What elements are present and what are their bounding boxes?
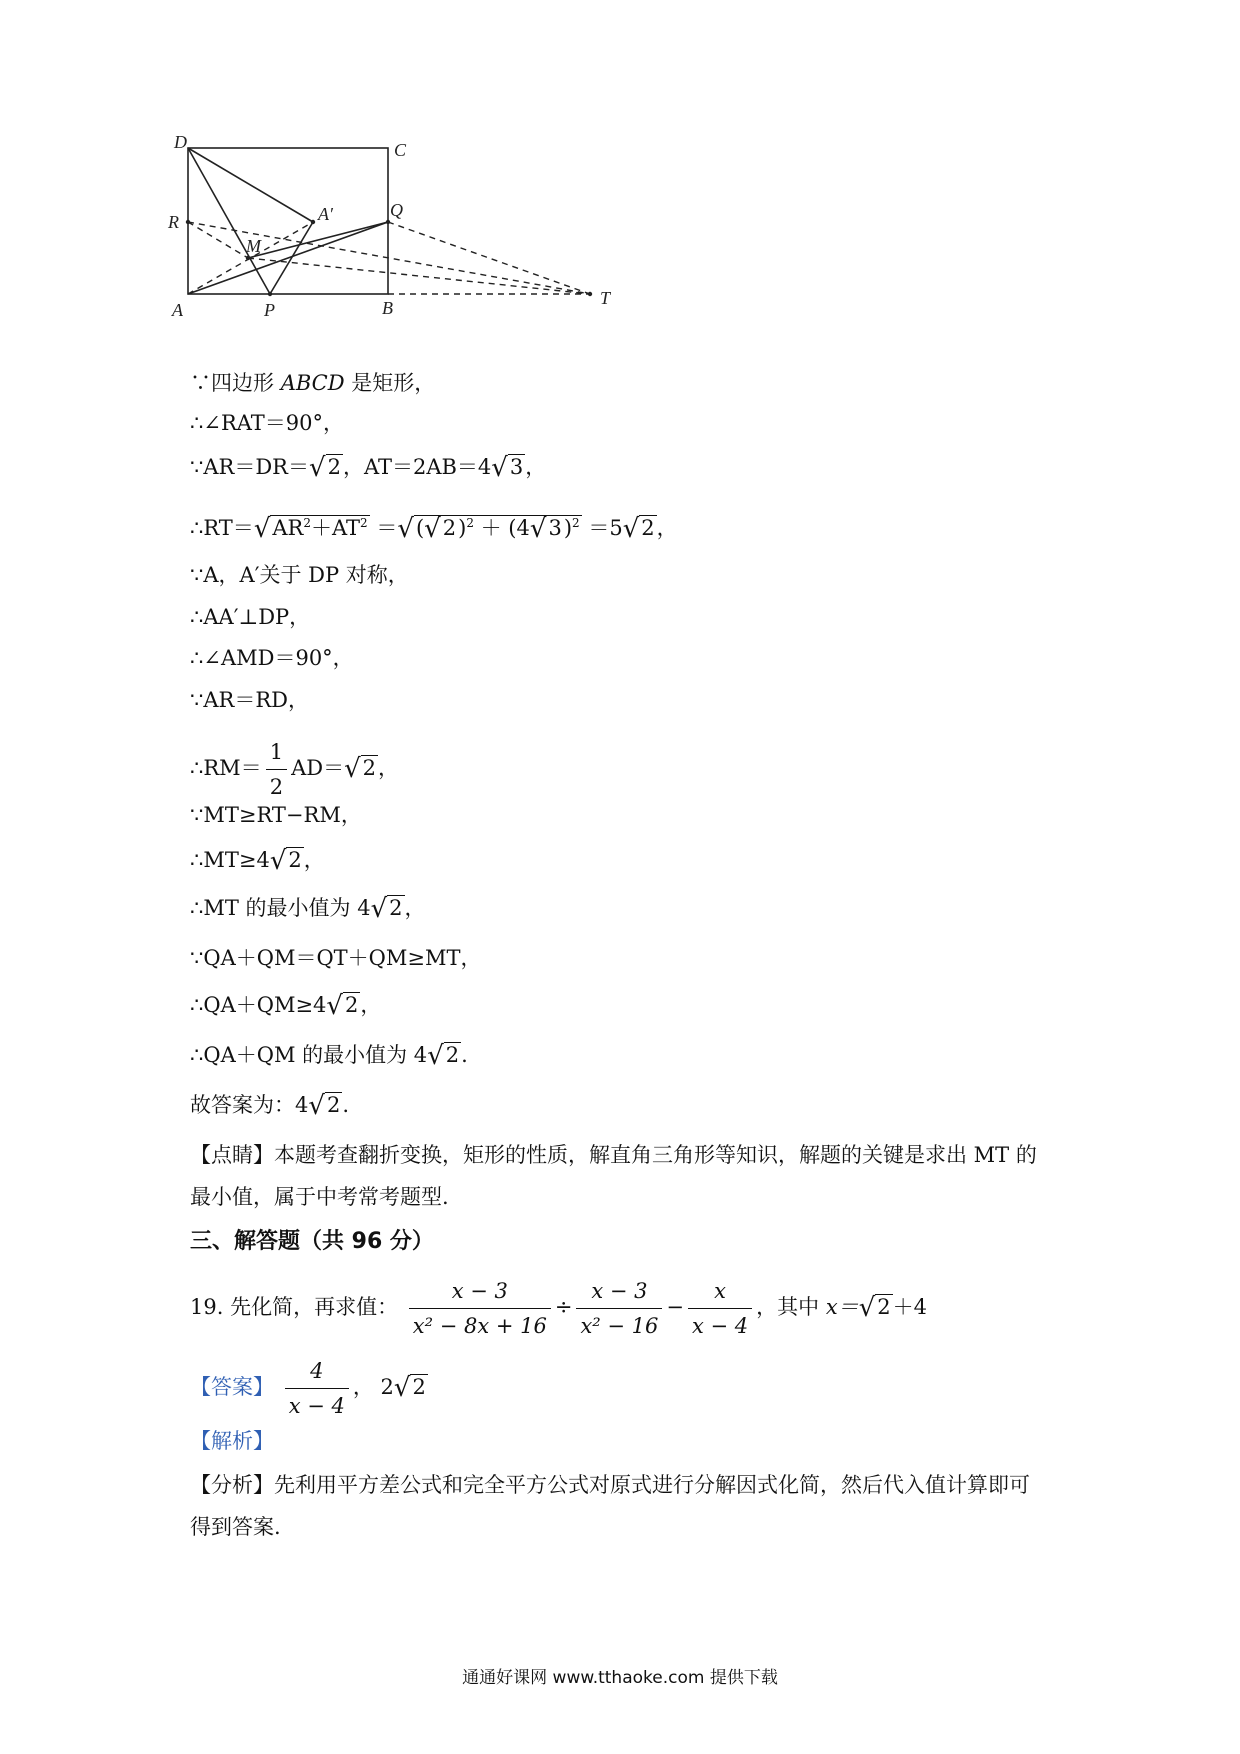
solution-line-15: ∴QA＋QM 的最小值为 4√2.: [190, 1041, 468, 1071]
label-a: A: [172, 300, 183, 320]
solution-line-9: ∴RM＝ $\frac{1}{2}$ AD＝√2，: [190, 737, 399, 802]
solution-line-3: ∵AR＝DR＝√2，AT＝2AB＝4√3，: [190, 453, 547, 483]
segment-pa-prime: [270, 222, 313, 294]
question-19: 19. 先化简，再求值： $\frac{x - 3}{\text{x² − 8x + 16}}$ ÷ $\frac{x - 3}{\text{x² − 16}}$ − $\frac{x}{x - 4}$ ，其中 x＝√2＋4: [190, 1276, 927, 1341]
label-t: T: [600, 288, 611, 308]
answer-line: 【答案】 $\frac{4}{x - 4}$ ， 2√2: [190, 1356, 428, 1421]
solution-line-13: ∵QA＋QM＝QT＋QM≥MT，: [190, 946, 482, 970]
segment-aq: [188, 222, 388, 294]
segment-da-prime: [188, 148, 313, 222]
solution-line-11: ∴MT≥4√2，: [190, 846, 325, 876]
label-b: B: [382, 298, 393, 318]
solution-line-12: ∴MT 的最小值为 4√2，: [190, 894, 426, 924]
label-q: Q: [390, 200, 403, 220]
section-heading: 三、解答题（共 96 分）: [190, 1229, 434, 1254]
label-m: M: [246, 236, 261, 256]
solution-line-5: ∵A，A′关于 DP 对称，: [190, 563, 409, 587]
solution-line-16: 故答案为：4√2.: [190, 1091, 350, 1121]
label-d: D: [174, 132, 187, 152]
geometry-figure: [168, 132, 698, 360]
fenxi-line-1: 【分析】先利用平方差公式和完全平方公式对原式进行分解因式化简，然后代入值计算即可: [190, 1473, 1030, 1497]
dianjing-line-1: 【点睛】本题考查翻折变换，矩形的性质，解直角三角形等知识，解题的关键是求出 MT 的: [190, 1143, 1037, 1167]
segment-dp: [188, 148, 270, 294]
solution-line-10: ∵MT≥RT−RM，: [190, 803, 362, 827]
solution-line-6: ∴AA′⊥DP，: [190, 605, 311, 629]
label-c: C: [394, 140, 407, 160]
rectangle-abcd: [188, 148, 388, 294]
solution-line-4: $\therefore RT=√AR^2+AT^2 =√(√2)^2 + (4√3)^2 =5√2$，: [190, 514, 678, 544]
answer-label: 【答案】: [190, 1375, 274, 1399]
label-a-prime: A′: [318, 204, 333, 224]
solution-line-2: ∴∠RAT＝90°，: [190, 411, 345, 435]
solution-line-14: ∴QA＋QM≥4√2，: [190, 991, 382, 1021]
label-p: P: [264, 300, 275, 320]
page-footer: 通通好课网 www.tthaoke.com 提供下载: [462, 1668, 778, 1688]
label-r: R: [168, 212, 179, 232]
segment-mq: [248, 222, 388, 258]
solution-line-7: ∴∠AMD＝90°，: [190, 646, 354, 670]
fenxi-line-2: 得到答案.: [190, 1515, 281, 1539]
analysis-label: 【解析】: [190, 1429, 274, 1453]
solution-line-8: ∵AR＝RD，: [190, 688, 309, 712]
solution-line-1: ∵四边形 ABCD 是矩形，: [190, 371, 436, 395]
dianjing-line-2: 最小值，属于中考常考题型.: [190, 1185, 449, 1209]
